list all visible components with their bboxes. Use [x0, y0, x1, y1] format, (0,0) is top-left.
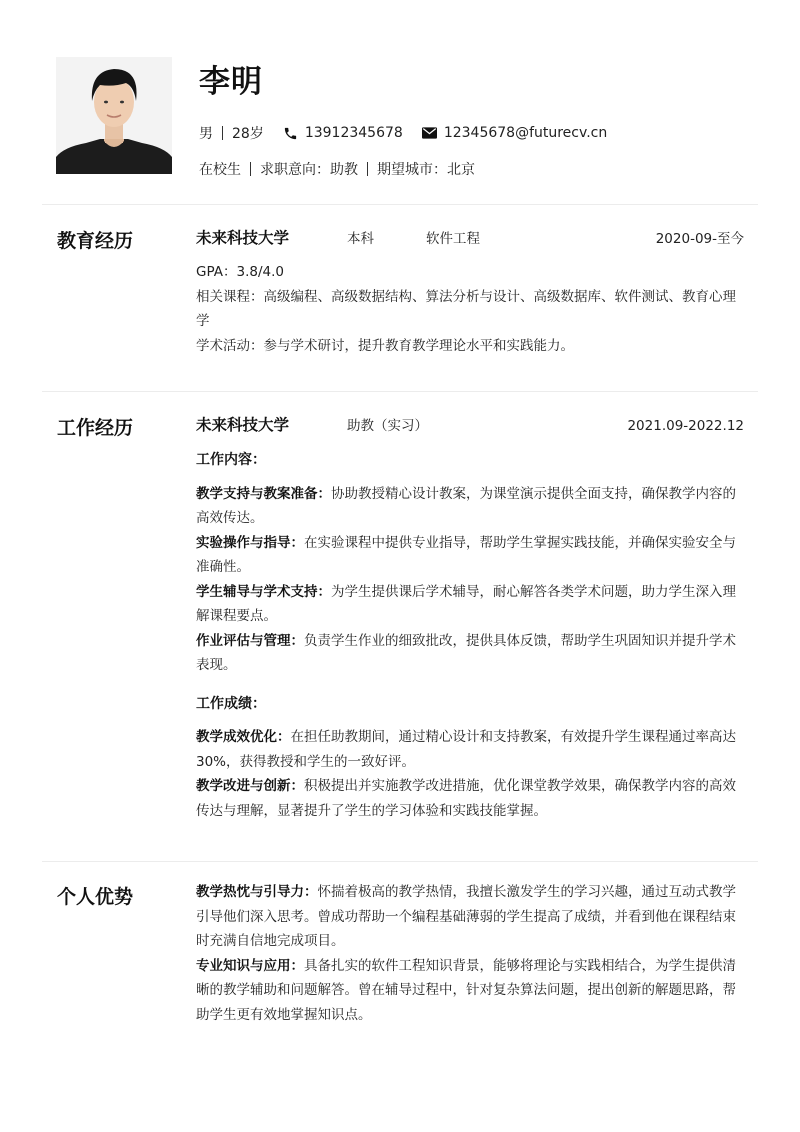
work-content-item: 作业评估与管理：负责学生作业的细致批改，提供具体反馈，帮助学生巩固知识并提升学术表现。 [196, 632, 736, 673]
expected-city: 期望城市：北京 [377, 162, 475, 178]
separator [222, 126, 223, 140]
work-section [196, 413, 744, 823]
email-address: 12345678@futurecv.cn [443, 125, 608, 141]
academic-activities: 学术活动：参与学术研讨，提升教育教学理论水平和实践能力。 [196, 337, 574, 354]
advantage-item: 专业知识与应用：具备扎实的软件工程知识背景，能够将理论与实践相结合，为学生提供清晰的教学辅助和问题解答。曾在辅导过程中，针对复杂算法问题，提出创新的解题思路，帮助学生更有效地掌握知识点。 [196, 957, 736, 1023]
gender: 男 [199, 126, 213, 142]
work-entry-header [196, 413, 744, 441]
company-name: 未来科技大学 [196, 416, 290, 434]
education-section [196, 226, 744, 358]
section-divider [42, 861, 758, 862]
profile-photo [56, 57, 172, 174]
major: 软件工程 [426, 231, 480, 247]
phone-number: 13912345678 [304, 125, 403, 141]
courses: 相关课程：高级编程、高级数据结构、算法分析与设计、高级数据库、软件测试、教育心理学 [196, 288, 736, 329]
section-divider [42, 204, 758, 205]
separator [367, 162, 368, 176]
phone-icon [283, 126, 298, 141]
work-content-heading: 工作内容： [196, 452, 266, 468]
education-entry-header [196, 226, 744, 254]
advantages-section [196, 880, 744, 1027]
status: 在校生 [199, 162, 241, 178]
phone-contact [283, 125, 403, 141]
school-name: 未来科技大学 [196, 229, 290, 247]
degree: 本科 [347, 231, 374, 247]
job-info-row [199, 159, 475, 179]
advantages-section-title: 个人优势 [57, 886, 134, 908]
work-achievement-item: 教学成效优化：在担任助教期间，通过精心设计和支持教案，有效提升学生课程通过率高达30%，获得教授和学生的一致好评。 [196, 729, 736, 770]
email-contact [422, 125, 607, 141]
separator [250, 162, 251, 176]
job-role: 助教（实习） [347, 418, 428, 434]
work-content-item: 实验操作与指导：在实验课程中提供专业指导，帮助学生掌握实践技能，并确保实验安全与准确性。 [196, 534, 736, 575]
work-content-item: 学生辅导与学术支持：为学生提供课后学术辅导，耐心解答各类学术问题，助力学生深入理解课程要点。 [196, 583, 736, 624]
education-date: 2020-09-至今 [655, 231, 744, 247]
mail-icon [422, 127, 437, 139]
work-section-title: 工作经历 [57, 417, 134, 439]
job-intent: 求职意向：助教 [260, 162, 358, 178]
section-divider [42, 391, 758, 392]
basic-info-row [199, 123, 607, 143]
gpa: GPA：3.8/4.0 [196, 264, 284, 280]
work-content-item: 教学支持与教案准备：协助教授精心设计教案，为课堂演示提供全面支持，确保教学内容的高效传达。 [196, 485, 736, 526]
age: 28岁 [232, 126, 264, 142]
advantage-item: 教学热忱与引导力：怀揣着极高的教学热情，我擅长激发学生的学习兴趣，通过互动式教学引导他们深入思考。曾成功帮助一个编程基础薄弱的学生提高了成绩，并看到他在课程结束时充满自信地完成项目。 [196, 884, 736, 949]
education-section-title: 教育经历 [57, 230, 134, 252]
work-achievement-heading: 工作成绩： [196, 695, 266, 712]
candidate-name: 李明 [199, 64, 263, 100]
work-achievement-item: 教学改进与创新：积极提出并实施教学改进措施，优化课堂教学效果，确保教学内容的高效传达与理解，显著提升了学生的学习体验和实践技能掌握。 [196, 778, 736, 819]
person-photo-illustration [56, 57, 172, 174]
work-date: 2021.09-2022.12 [627, 418, 744, 434]
